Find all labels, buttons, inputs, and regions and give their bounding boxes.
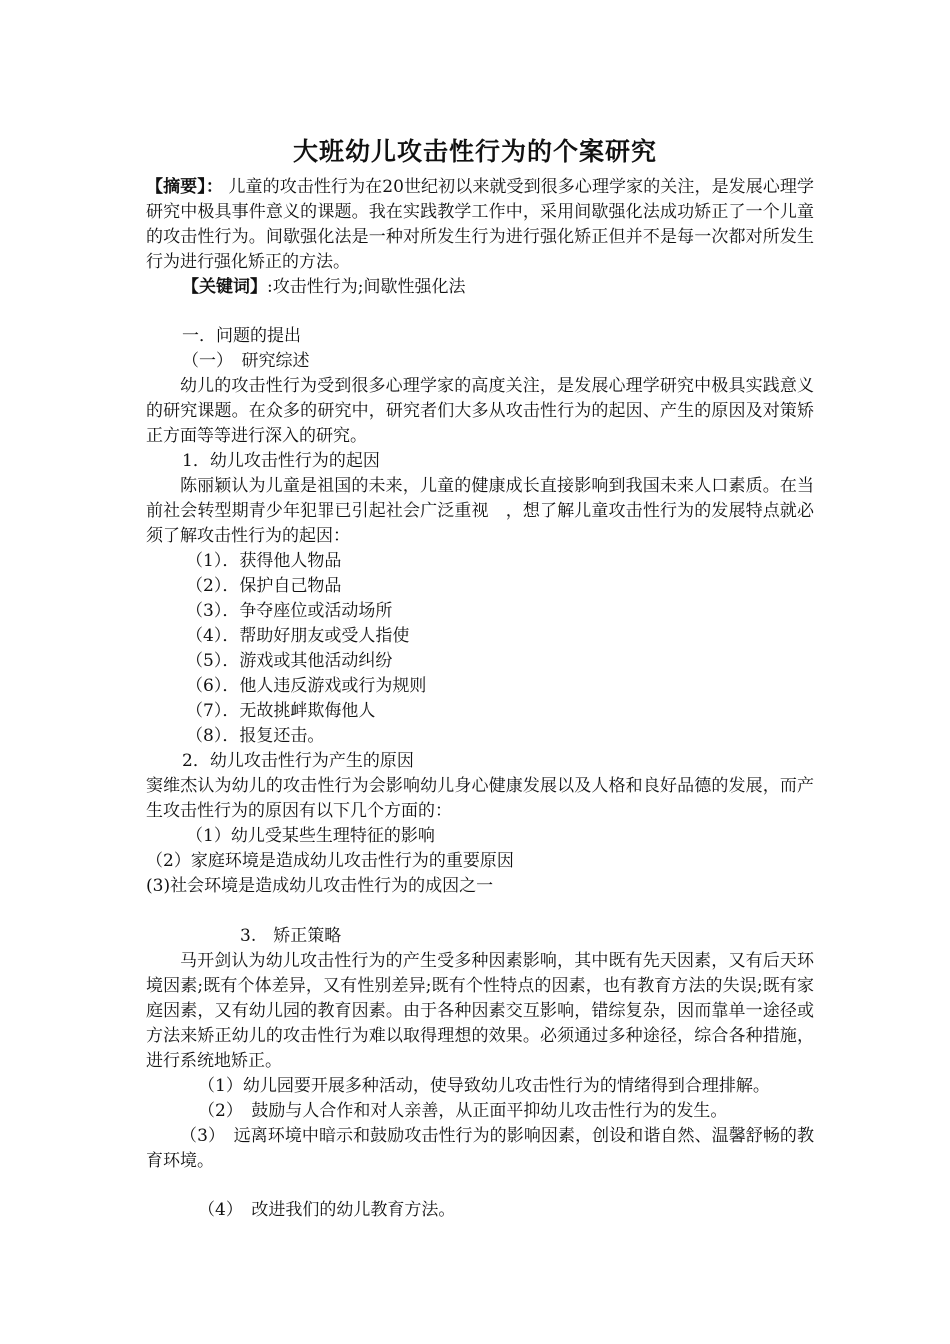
strategy-item: （1）幼儿园要开展多种活动，使导致幼儿攻击性行为的情绪得到合理排解。 — [198, 1076, 770, 1096]
keywords-label: 【关键词】 — [182, 277, 267, 297]
abstract-label: 【摘要】： — [146, 177, 223, 197]
item1-heading: 1．幼儿攻击性行为的起因 — [182, 451, 380, 471]
item3-paragraph: 马开剑认为幼儿攻击性行为的产生受多种因素影响，其中既有先天因素，又有后天环境因素;既有个体差异，又有性别差异;既有个性特点的因素，也有教育方法的失误;既有家庭因素，又有幼儿园的教育因素。由于各种因素交互影响，错综复杂，因而靠单一途径或方法来矫正幼儿的攻击性行为难以取得理想的效果。必须通过多种途径，综合各种措施，进行系统地矫正。 — [146, 951, 814, 1071]
section1-heading: 一．问题的提出 — [182, 326, 301, 346]
item3-heading: 3. 矫正策略 — [240, 926, 342, 946]
keywords-line — [182, 275, 465, 300]
keywords-text: :攻击性行为;间歇性强化法 — [267, 277, 466, 297]
reason-item: （2）家庭环境是造成幼儿攻击性行为的重要原因 — [146, 851, 514, 871]
cause-item: （1）．获得他人物品 — [186, 551, 342, 571]
cause-item: （4）．帮助好朋友或受人指使 — [186, 626, 410, 646]
item1-paragraph: 陈丽颖认为儿童是祖国的未来，儿童的健康成长直接影响到我国未来人口素质。在当前社会转型期青少年犯罪已引起社会广泛重视 ，想了解儿童攻击性行为的发展特点就必须了解攻击性行为的起因： — [146, 476, 814, 546]
document-title: 大班幼儿攻击性行为的个案研究 — [292, 137, 657, 166]
cause-item: （5）．游戏或其他活动纠纷 — [186, 651, 393, 671]
cause-item: （8）．报复还击。 — [186, 726, 325, 746]
strategy-item: （3） 远离环境中暗示和鼓励攻击性行为的影响因素，创设和谐自然、温馨舒畅的教育环境。 — [146, 1126, 814, 1171]
sub1-heading: （一） 研究综述 — [182, 351, 310, 371]
item2-paragraph: 窦维杰认为幼儿的攻击性行为会影响幼儿身心健康发展以及人格和良好品德的发展，而产生攻击性行为的原因有以下几个方面的： — [146, 776, 814, 821]
intro-paragraph: 幼儿的攻击性行为受到很多心理学家的高度关注，是发展心理学研究中极具实践意义的研究课题。在众多的研究中，研究者们大多从攻击性行为的起因、产生的原因及对策矫正方面等等进行深入的研究。 — [146, 376, 814, 446]
item2-heading: 2．幼儿攻击性行为产生的原因 — [182, 751, 414, 771]
reason-item: (3)社会环境是造成幼儿攻击性行为的成因之一 — [146, 876, 494, 896]
abstract-paragraph — [146, 175, 814, 275]
strategy-item: （2） 鼓励与人合作和对人亲善，从正面平抑幼儿攻击性行为的发生。 — [198, 1101, 728, 1121]
abstract-text: 儿童的攻击性行为在20世纪初以来就受到很多心理学家的关注，是发展心理学研究中极具事件意义的课题。我在实践教学工作中，采用间歇强化法成功矫正了一个儿童的攻击性行为。间歇强化法是一种对所发生行为进行强化矫正但并不是每一次都对所发生行为进行强化矫正的方法。 — [146, 177, 815, 272]
cause-item: （6）．他人违反游戏或行为规则 — [186, 676, 427, 696]
cause-item: （3）．争夺座位或活动场所 — [186, 601, 393, 621]
strategy-item: （4） 改进我们的幼儿教育方法。 — [198, 1200, 456, 1220]
cause-item: （2）．保护自己物品 — [186, 576, 342, 596]
cause-item: （7）．无故挑衅欺侮他人 — [186, 701, 376, 721]
reason-item: （1）幼儿受某些生理特征的影响 — [186, 826, 435, 846]
